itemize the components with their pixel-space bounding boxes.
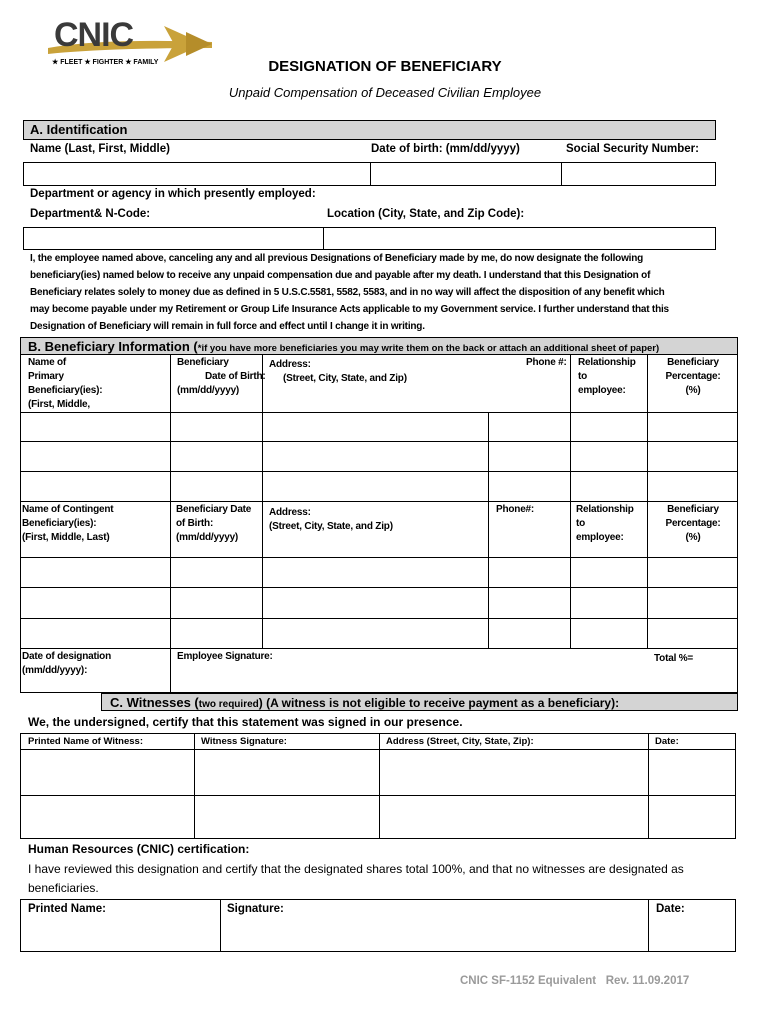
hr-signature-table [20,899,736,952]
statement-line-1: I, the employee named above, canceling any and all previous Designations of Beneficiary made by me, do now designate the following [30,253,644,264]
ncode-field[interactable] [23,227,324,250]
dob-field[interactable] [370,162,562,186]
contingent-percentage-header: Beneficiary Percentage: (%) [665,504,721,543]
ssn-field[interactable] [561,162,716,186]
hr-certification-header: Human Resources (CNIC) certification: [28,842,250,856]
hr-date-label: Date: [656,903,685,915]
employee-signature-label: Employee Signature: [177,651,273,662]
ssn-label: Social Security Number: [566,143,699,155]
hr-printed-name-label: Printed Name: [28,903,106,915]
location-field[interactable] [323,227,716,250]
dob-label: Date of birth: (mm/dd/yyyy) [371,143,520,155]
designation-signature-row [20,648,738,693]
date-of-designation-label: Date of designation (mm/dd/yyyy): [22,651,111,676]
hr-signature-label: Signature: [227,903,284,915]
primary-name-header: Name of Primary Beneficiary(ies): (First, Middle, [28,357,103,410]
section-b-note: *if you have more beneficiaries you may write them on the back or attach an additional sheet of paper) [197,343,660,354]
statement-line-3: Beneficiary relates solely to money due as defined in 5 U.S.C.5581, 5582, 5583, and in no way will affect the disposition of any benefit which [30,287,665,298]
hr-text-line-2: beneficiaries. [28,881,99,895]
contingent-relationship-header: Relationship to employee: [576,504,634,543]
hr-text-line-1: I have reviewed this designation and certify that the designated shares total 100%, and that no witnesses are designated as [28,862,684,876]
logo-tagline: ★ FLEET ★ FIGHTER ★ FAMILY [52,59,159,66]
primary-address-header: Address: (Street, City, State, and Zip) [269,359,407,384]
page-subtitle: Unpaid Compensation of Deceased Civilian Employee [228,85,542,100]
contingent-phone-header: Phone#: [496,504,535,515]
section-b-title: B. Beneficiary Information ( [28,339,198,354]
witness-name-col: Printed Name of Witness: [28,736,143,747]
statement-line-5: Designation of Beneficiary will remain in full force and effect until I change it in writing. [30,321,425,332]
witness-signature-col: Witness Signature: [201,736,287,747]
page-title: DESIGNATION OF BENEFICIARY [268,58,502,75]
contingent-address-header: Address: (Street, City, State, and Zip) [269,507,393,532]
logo-wordmark: CNIC [54,16,134,54]
witness-address-col: Address (Street, City, State, Zip): [386,736,534,747]
contingent-dob-header: Beneficiary Date of Birth: (mm/dd/yyyy) [176,504,252,543]
primary-phone-header: Phone #: [526,357,567,368]
statement-line-2: beneficiary(ies) named below to receive any unpaid compensation due and payable after my death. I understand that this Designation of [30,270,651,281]
ncode-label: Department& N-Code: [30,208,151,220]
statement-line-4: may become payable under my Retirement or Group Life Insurance Acts applicable to my Government service. I further understand that this [30,304,669,315]
witness-date-col: Date: [655,736,679,747]
contingent-name-header: Name of Contingent Beneficiary(ies): (First, Middle, Last) [22,504,114,543]
dept-label: Department or agency in which presently employed: [30,188,316,200]
form-footer: CNIC SF-1152 Equivalent Rev. 11.09.2017 [460,975,690,987]
primary-relationship-header: Relationship to employee: [578,357,636,396]
primary-percentage-header: Beneficiary Percentage: (%) [665,357,721,396]
name-field[interactable] [23,162,371,186]
name-label: Name (Last, First, Middle) [30,143,170,155]
witness-certify-text: We, the undersigned, certify that this statement was signed in our presence. [28,715,463,729]
total-percent-label: Total %= [654,653,694,664]
primary-dob-header: Beneficiary Date of Birth: (mm/dd/yyyy) [177,357,266,396]
section-c-header: C. Witnesses (two required) (A witness is not eligible to receive payment as a beneficiary): [110,695,620,710]
location-label: Location (City, State, and Zip Code): [327,208,525,220]
section-a-header: A. Identification [30,122,128,137]
